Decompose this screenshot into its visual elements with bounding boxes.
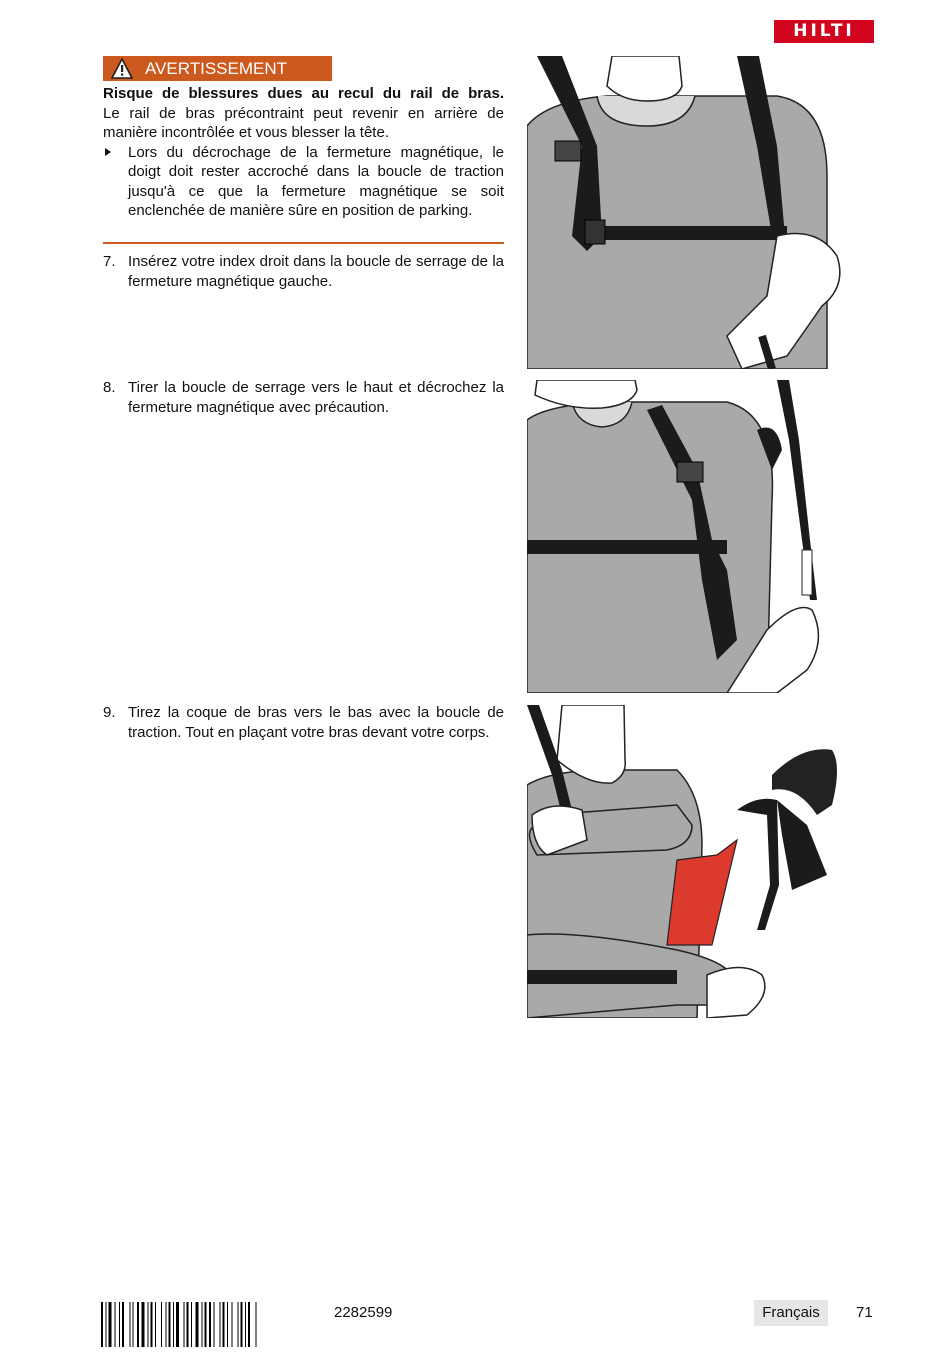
step-number: 8. xyxy=(103,379,116,396)
step-number: 9. xyxy=(103,704,116,721)
barcode xyxy=(101,1302,316,1347)
step-text: Insérez votre index droit dans la boucle de serrage de la fermeture magnétique gauche. xyxy=(128,253,504,290)
step-8 xyxy=(103,378,504,417)
warning-body: Le rail de bras précontraint peut revenir en arrière de manière incontrôlée et vous blesser la tête. xyxy=(103,104,504,141)
step-9 xyxy=(103,703,504,742)
warning-triangle-icon xyxy=(111,58,133,79)
bullet-arrow-icon xyxy=(105,148,111,156)
document-number: 2282599 xyxy=(334,1304,393,1321)
warning-bullet xyxy=(103,143,504,221)
warning-divider xyxy=(103,242,504,244)
warning-title: Risque de blessures dues au recul du rail de bras. xyxy=(103,85,504,102)
step-text: Tirez la coque de bras vers le bas avec la boucle de traction. Tout en plaçant votre bras devant votre corps. xyxy=(128,704,504,741)
illustration-step-7 xyxy=(527,56,850,369)
step-number: 7. xyxy=(103,253,116,270)
warning-header xyxy=(103,56,332,81)
hilti-logo: HILTI xyxy=(774,20,874,43)
step-7 xyxy=(103,252,504,291)
warning-bullet-text: Lors du décrochage de la fermeture magnétique, le doigt doit rester accroché dans la boucle de traction jusqu'à ce que la fermeture magnétique se soit enclenchée de manière sûre en position de parking. xyxy=(128,143,504,219)
warning-content xyxy=(103,84,504,221)
illustration-step-8 xyxy=(527,380,850,693)
step-text: Tirer la boucle de serrage vers le haut et décrochez la fermeture magnétique avec précaution. xyxy=(128,379,504,416)
page-number: 71 xyxy=(856,1304,873,1321)
warning-label: AVERTISSEMENT xyxy=(145,59,288,78)
language-label: Français xyxy=(754,1300,828,1326)
illustration-step-9 xyxy=(527,705,850,1018)
